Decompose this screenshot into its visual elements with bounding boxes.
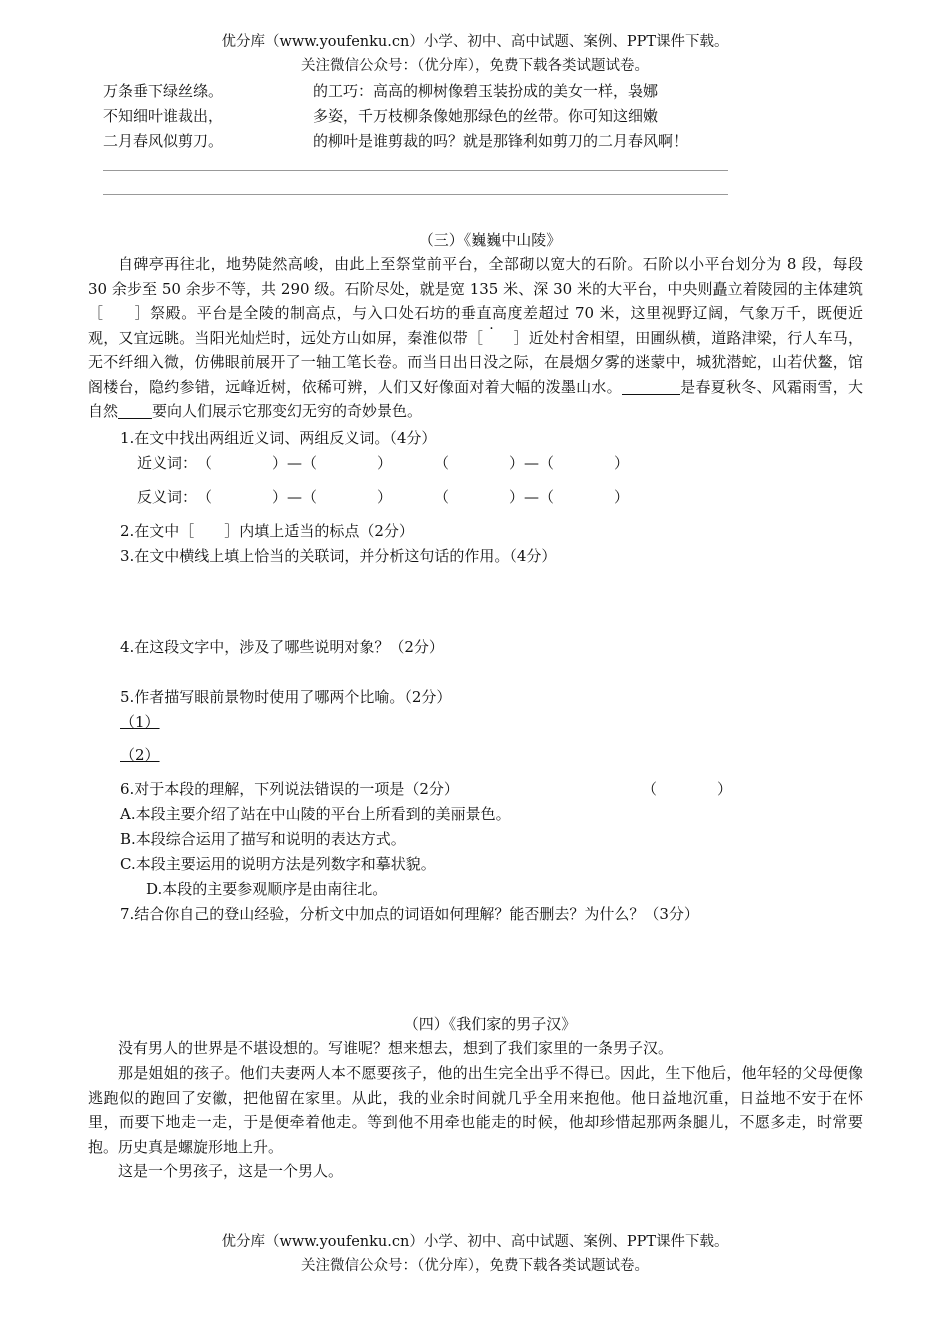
connective-blank-2[interactable] [118,402,152,419]
poem-line-2: 不知细叶谁裁出， [103,107,224,125]
section3-passage [88,252,863,424]
poem-translation-3: 的柳叶是谁剪裁的吗？就是那锋利如剪刀的二月春风啊！ [313,132,689,150]
question-3: 3.在文中横线上填上恰当的关联词，并分析这句话的作用。（4分） [120,547,557,565]
passage-part-a: 自碑亭再往北，地势陡然高峻，由此上至祭堂前平台，全部砌以宽大的石阶。石阶以小平台划分为 8 段，每段 30 余步至 50 余步不等，共 290 级。石阶尽处，就是宽 135 米、深 30 米的大平台，中央则矗立着陵园的主体建筑［ ］祭殿。平台是全陵的制高点，与入口处石坊的 [88,255,863,322]
section4-paragraph-3: 这是一个男孩子，这是一个男人。 [118,1162,344,1180]
synonym-label: 近义词： [137,454,198,472]
q6-option-b: B.本段综合运用了描写和说明的表达方式。 [120,830,406,848]
section3-title: （三）《巍巍中山陵》 [418,231,562,249]
question-2: 2.在文中［ ］内填上适当的标点（2分） [120,522,414,540]
page-header-line2: 关注微信公众号：（优分库），免费下载各类试题试卷。 [301,58,649,74]
section4-title: （四）《我们家的男子汉》 [403,1015,577,1033]
page-header-line1: 优分库（www.youfenku.cn）小学、初中、高中试题、案例、PPT课件下载。 [221,34,729,50]
poem-line-1: 万条垂下绿丝绦。 [103,82,224,100]
passage-part-b: 高度差超过 70 米，这里视野辽阔，气象万千，既便近观，又宜远眺。当阳光灿烂时，远处方山如屏，秦淮似带［ ］近处村舍相望，田圃纵横，道路津梁，行人车马，无不纤细入微，仿佛眼前展开了一轴工笔长卷。而当日出日没之际，在晨烟夕雾的迷蒙中，城犹潜蛇，山若伏鳌，馆阁楼台，隐约参错，远峰近树，依稀可辨，人们又好像面对着大幅的泼墨山水。 [88,304,863,396]
synonym-pair-1[interactable]: （ ）—（ ） [197,454,393,472]
synonym-pair-2[interactable]: （ ）—（ ） [434,454,630,472]
q5-answer-2[interactable]: （2） [120,746,160,764]
answer-line-2[interactable] [103,194,728,195]
poem-translation-2: 多姿，千万枝柳条像她那绿色的丝带。你可知这细嫩 [313,107,659,125]
question-6: 6.对于本段的理解，下列说法错误的一项是（2分） [120,780,459,798]
question-7: 7.结合你自己的登山经验，分析文中加点的词语如何理解？能否删去？为什么？（3分） [120,905,699,923]
q6-answer-paren[interactable]: （ ） [642,780,733,798]
question-1: 1.在文中找出两组近义词、两组反义词。（4分） [120,429,437,447]
q6-option-a: A.本段主要介绍了站在中山陵的平台上所看到的美丽景色。 [120,805,511,823]
passage-part-d: 要向人们展示它那变幻无穷的奇妙景色。 [152,402,423,420]
antonym-pair-2[interactable]: （ ）—（ ） [434,488,630,506]
antonym-label: 反义词： [137,488,198,506]
q6-option-c: C.本段主要运用的说明方法是列数字和摹状貌。 [120,855,436,873]
antonym-pair-1[interactable]: （ ）—（ ） [197,488,393,506]
question-5: 5.作者描写眼前景物时使用了哪两个比喻。（2分） [120,688,452,706]
page-footer-line1: 优分库（www.youfenku.cn）小学、初中、高中试题、案例、PPT课件下载。 [221,1234,729,1250]
dotted-word: 垂直 [460,304,492,322]
question-4: 4.在这段文字中，涉及了哪些说明对象？（2分） [120,638,444,656]
q6-option-d: D.本段的主要参观顺序是由南往北。 [146,880,388,898]
poem-line-3: 二月春风似剪刀。 [103,132,224,150]
q5-answer-1[interactable]: （1） [120,713,160,731]
page-footer-line2: 关注微信公众号：（优分库），免费下载各类试题试卷。 [301,1258,649,1274]
poem-translation-1: 的工巧：高高的柳树像碧玉装扮成的美女一样，袅娜 [313,82,659,100]
section4-paragraph-1: 没有男人的世界是不堪设想的。写谁呢？想来想去，想到了我们家里的一条男子汉。 [118,1039,674,1057]
answer-line-1[interactable] [103,170,728,171]
section4-paragraph-2: 那是姐姐的孩子。他们夫妻两人本不愿要孩子，他的出生完全出乎不得已。因此，生下他后，他年轻的父母便像逃跑似的跑回了安徽，把他留在家里。从此，我的业余时间就几乎全用来抱他。他日益地沉重，日益地不安于在怀里，而要下地走一走，于是便牵着他走。等到他不用牵也能走的时候，他却珍惜起那两条腿儿，不愿多走，时常要抱。历史真是螺旋形地上升。 [88,1064,863,1156]
connective-blank-1[interactable] [622,378,680,395]
passage-part-c: 是春夏秋冬、风霜雨雪，大自然 [88,377,863,420]
